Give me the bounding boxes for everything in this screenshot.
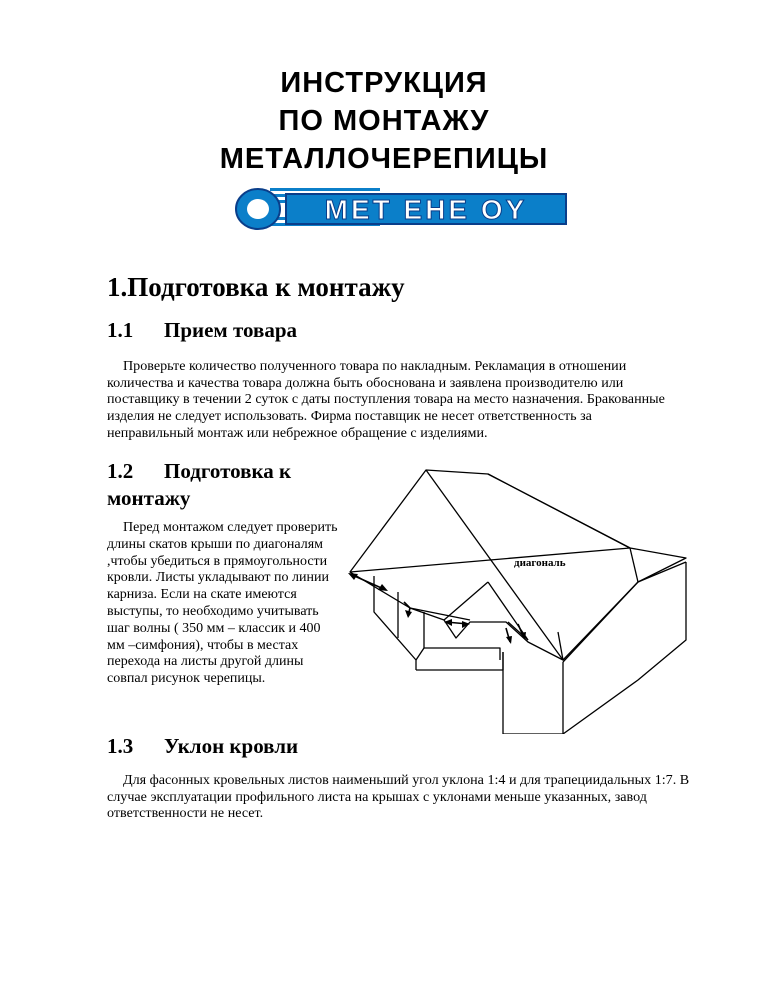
section-1-1-paragraph: Проверьте количество полученного товара по накладным. Рекламация в отношении количества и качества товара должна быть обоснована и заявлена производителю или поставщику в течении 2 суток с даты поступления товара на место назначения. Бракованные изделия не следует использовать. Фирма поставщик не несет ответственность за неправильный монтаж или небрежное обращение с изделиями. xyxy=(107,358,665,441)
measurement-arrows xyxy=(350,574,524,642)
title-line-3: МЕТАЛЛОЧЕРЕПИЦЫ xyxy=(219,143,549,175)
section-1-3-paragraph: Для фасонных кровельных листов наименьший угол уклона 1:4 и для трапециидальных 1:7. В случае эксплуатации профильного листа на крышах с уклонами меньше указанных, завод ответственности не несет. xyxy=(107,772,690,822)
arrow-heads xyxy=(348,573,526,644)
section-1-3-title: Уклон кровли xyxy=(164,734,299,758)
logo-text: MET EHE OY xyxy=(324,194,528,225)
section-1-2-title-line1: Подготовка к xyxy=(164,459,292,483)
title-line-2: ПО МОНТАЖУ xyxy=(278,105,490,137)
section-1-heading: 1.Подготовка к монтажу xyxy=(107,272,405,302)
section-1-3-heading xyxy=(107,733,298,760)
document-title xyxy=(0,64,768,178)
diagonal-label: диагональ xyxy=(514,557,566,569)
roof-diagram xyxy=(338,462,698,734)
section-1-1-title: Прием товара xyxy=(164,318,298,342)
section-1-1-number: 1.1 xyxy=(107,318,134,342)
section-1-2-heading xyxy=(107,458,337,512)
section-1-2-number: 1.2 xyxy=(107,459,134,483)
section-1-2-title-line2: монтажу xyxy=(107,486,191,510)
company-logo xyxy=(234,184,574,234)
section-1-3-number: 1.3 xyxy=(107,734,134,758)
section-1-2-paragraph: Перед монтажом следует проверить длины скатов крыши по диагоналям ,чтобы убедиться в прямоугольности кровли. Листы укладывают по линии карниза. Если на скате имеются выступы, то необходимо учитывать шаг волны ( 350 мм – классик и 400 мм –симфония), чтобы в местах перехода на листы другой длины совпал рисунок черепицы. xyxy=(107,520,338,687)
house-walls xyxy=(374,562,686,734)
section-1-1-heading xyxy=(107,317,297,344)
title-line-1: ИНСТРУКЦИЯ xyxy=(280,67,488,99)
